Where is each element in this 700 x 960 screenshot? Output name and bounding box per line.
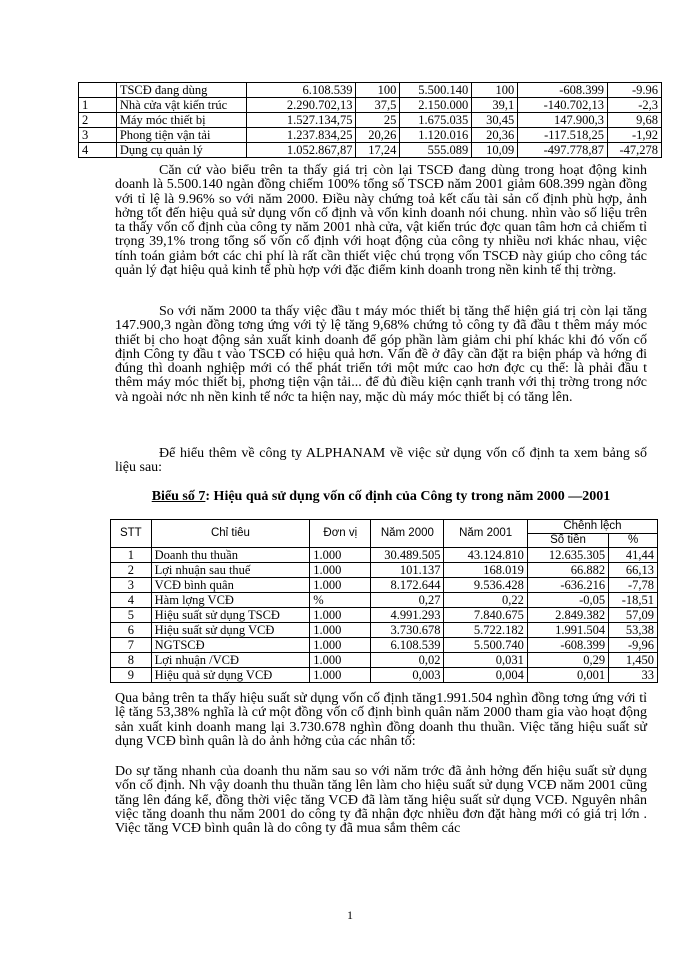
table-cell-unit: 1.000 — [310, 623, 371, 638]
table-cell-amount: 1.991.504 — [527, 623, 608, 638]
table-cell-y2000: 30.489.505 — [371, 548, 444, 563]
table-cell-pct: -1,92 — [608, 128, 662, 143]
table-row — [111, 548, 658, 563]
table-cell-unit: 1.000 — [310, 668, 371, 683]
table-cell-v2: 555.089 — [400, 143, 472, 158]
table-cell-amount: -608.399 — [527, 638, 608, 653]
table-cell-y2001: 168.019 — [444, 563, 527, 578]
table-cell-y2001: 7.840.675 — [444, 608, 527, 623]
table-cell-amount: 12.635.305 — [527, 548, 608, 563]
table-cell-pct: 9,68 — [608, 113, 662, 128]
fixed-assets-table — [78, 82, 662, 158]
table-cell-stt: 3 — [111, 578, 152, 593]
table-cell-y2000: 0,003 — [371, 668, 444, 683]
table-row — [111, 623, 658, 638]
table-cell-name: Hiệu suất sử dụng VCĐ — [151, 623, 310, 638]
header-difference: Chênh lệch — [527, 520, 657, 534]
header-year-2001: Năm 2001 — [444, 520, 527, 548]
table-cell-y2000: 4.991.293 — [371, 608, 444, 623]
header-indicator: Chỉ tiêu — [151, 520, 310, 548]
table-row — [111, 638, 658, 653]
table-cell-pct: -9.96 — [608, 83, 662, 98]
table-row — [79, 83, 662, 98]
caption-label: Biểu số 7 — [151, 489, 206, 504]
table-cell-v2: 1.675.035 — [400, 113, 472, 128]
table-cell-diff: -608.399 — [518, 83, 608, 98]
table-row — [79, 128, 662, 143]
table-cell-name: Hàm lợng VCĐ — [151, 593, 310, 608]
table-cell-diff: -140.702,13 — [518, 98, 608, 113]
table-caption — [115, 490, 647, 504]
table-cell-stt: 1 — [111, 548, 152, 563]
table-cell-p2: 100 — [472, 83, 518, 98]
table-cell-v1: 1.237.834,25 — [246, 128, 356, 143]
table-cell-stt: 8 — [111, 653, 152, 668]
table-cell-name: Hiệu suất sử dụng TSCĐ — [151, 608, 310, 623]
table-cell-pct: -47,278 — [608, 143, 662, 158]
table-cell-y2001: 43.124.810 — [444, 548, 527, 563]
table-cell-p1: 37,5 — [356, 98, 400, 113]
table-cell-unit: 1.000 — [310, 563, 371, 578]
table-cell-stt: 9 — [111, 668, 152, 683]
table-cell-y2001: 0,22 — [444, 593, 527, 608]
table-cell-name: Doanh thu thuần — [151, 548, 310, 563]
caption-title: : Hiệu quả sử dụng vốn cố định của Công ty trong năm 2000 —2001 — [205, 489, 611, 504]
table-cell-amount: 2.849.382 — [527, 608, 608, 623]
table-cell-pct: 41,44 — [609, 548, 658, 563]
table-cell-v2: 5.500.140 — [400, 83, 472, 98]
header-unit: Đơn vị — [310, 520, 371, 548]
table-cell-y2000: 3.730.678 — [371, 623, 444, 638]
table-cell-pct: -2,3 — [608, 98, 662, 113]
table-cell-pct: 33 — [609, 668, 658, 683]
table-cell-pct: 57,09 — [609, 608, 658, 623]
table-row — [79, 143, 662, 158]
header-percent: % — [609, 534, 658, 548]
table-cell-y2001: 0,004 — [444, 668, 527, 683]
table-cell-name: NGTSCĐ — [151, 638, 310, 653]
table-cell-y2001: 5.500.740 — [444, 638, 527, 653]
table-cell-unit: 1.000 — [310, 578, 371, 593]
table-cell-diff: 147.900,3 — [518, 113, 608, 128]
table-cell-pct: 1,450 — [609, 653, 658, 668]
table-row — [79, 113, 662, 128]
table-cell-stt: 3 — [79, 128, 117, 143]
table-header-row — [111, 520, 658, 534]
table-cell-p1: 17,24 — [356, 143, 400, 158]
table-cell-amount: -0,05 — [527, 593, 608, 608]
table-cell-name: Phong tiện vận tải — [116, 128, 246, 143]
table-cell-v2: 2.150.000 — [400, 98, 472, 113]
table-cell-name: TSCĐ đang dùng — [116, 83, 246, 98]
table-cell-y2000: 0,27 — [371, 593, 444, 608]
table-cell-stt: 2 — [79, 113, 117, 128]
page-number: 1 — [347, 908, 353, 922]
table-cell-p2: 39,1 — [472, 98, 518, 113]
table-cell-name: VCĐ bình quân — [151, 578, 310, 593]
table-cell-amount: 66.882 — [527, 563, 608, 578]
table-cell-y2001: 0,031 — [444, 653, 527, 668]
paragraph-efficiency-summary: Qua bảng trên ta thấy hiệu suất sử dụng vốn cố định tăng1.991.504 nghìn đồng tơng ứng với tỉ lệ tăng 53,38% nghĩa là cứ một đồng vốn cố định bình quân năm 2000 tham gia vào hoạt động sản xuất kinh doanh mang lại 3.730.678 nghìn đồng doanh thu thuần. Việc tăng hiệu suất sử dụng VCĐ bình quân là do ảnh hởng của các nhân tố: — [115, 691, 647, 749]
table-cell-v1: 1.527.134,75 — [246, 113, 356, 128]
paragraph-investment-comparison: So với năm 2000 ta thấy việc đầu t máy móc thiết bị tăng thể hiện giá trị còn lại tăng 147.900,3 ngàn đồng tơng ứng với tỷ lệ tăng 9,68% chứng tỏ công ty đã đầu t thêm máy móc thiết bị cho hoạt động sản xuất kinh doanh để góp phần làm giảm chi phí khác khi đó vốn cố định Công ty đầu t vào TSCĐ có hiệu quả hơn. Vấn đề ở đây cần đặt ra biện pháp và hớng đi đúng thì doanh nghiệp mới có thể phát triển tới một mức cao hơn đợc cụ thể: là phải đầu t thêm máy móc thiết bị, phơng tiện vận tải... để đủ điều kiện cạnh tranh với thị trờng trong nớc và ngoài nớc nh nền kinh tế nớc ta hiện nay, mặc dù máy móc thiết bị có tăng lên. — [115, 304, 647, 405]
table-cell-v1: 1.052.867,87 — [246, 143, 356, 158]
table-cell-p2: 20,36 — [472, 128, 518, 143]
table-cell-y2001: 5.722.182 — [444, 623, 527, 638]
table-cell-stt: 4 — [111, 593, 152, 608]
table-cell-unit: 1.000 — [310, 548, 371, 563]
table-row — [111, 563, 658, 578]
table-cell-p2: 10,09 — [472, 143, 518, 158]
table-cell-pct: 66,13 — [609, 563, 658, 578]
table-cell-pct: -7,78 — [609, 578, 658, 593]
table-row — [111, 653, 658, 668]
header-amount: Số tiền — [527, 534, 608, 548]
table-cell-unit: 1.000 — [310, 608, 371, 623]
table-cell-name: Máy móc thiết bị — [116, 113, 246, 128]
table-cell-stt: 1 — [79, 98, 117, 113]
table-cell-unit: 1.000 — [310, 638, 371, 653]
table-cell-name: Dụng cụ quản lý — [116, 143, 246, 158]
table-cell-name: Nhà cửa vật kiến trúc — [116, 98, 246, 113]
table-row — [111, 593, 658, 608]
table-cell-p1: 25 — [356, 113, 400, 128]
table-cell-name: Lợi nhuận /VCĐ — [151, 653, 310, 668]
paragraph-revenue-factors: Do sự tăng nhanh của doanh thu năm sau so với năm trớc đã ảnh hởng đến hiệu suất sử dụng vốn cố định. Nh vậy doanh thu thuần tăng lên làm cho hiệu suất sử dụng VCĐ năm 2001 cũng tăng lên đáng kể, đồng thời việc tăng VCĐ đã làm tăng hiệu suất sử dụng VCĐ. Nguyên nhân việc tăng doanh thu năm 2001 do công ty đã nhận đợc nhiều đơn đặt hàng mới có giá trị lớn . Việc tăng VCĐ bình quân là do công ty đã mua sắm thêm các — [115, 764, 647, 837]
table-cell-p1: 20,26 — [356, 128, 400, 143]
table-cell-stt: 5 — [111, 608, 152, 623]
table-cell-pct: 53,38 — [609, 623, 658, 638]
table-cell-unit: % — [310, 593, 371, 608]
table-row — [111, 608, 658, 623]
table-cell-y2000: 101.137 — [371, 563, 444, 578]
table-cell-p1: 100 — [356, 83, 400, 98]
table-cell-name: Hiệu quả sử dụng VCĐ — [151, 668, 310, 683]
header-year-2000: Năm 2000 — [371, 520, 444, 548]
table-cell-stt: 6 — [111, 623, 152, 638]
table-row — [111, 668, 658, 683]
table-cell-diff: -497.778,87 — [518, 143, 608, 158]
table-row — [79, 98, 662, 113]
paragraph-intro-table: Để hiểu thêm về công ty ALPHANAM về việc sử dụng vốn cố định ta xem bảng số liệu sau: — [115, 446, 647, 476]
capital-efficiency-table — [110, 519, 658, 683]
table-cell-amount: -636.216 — [527, 578, 608, 593]
table-cell-pct: -18,51 — [609, 593, 658, 608]
table-cell-y2000: 0,02 — [371, 653, 444, 668]
table-cell-y2000: 6.108.539 — [371, 638, 444, 653]
table-cell-y2001: 9.536.428 — [444, 578, 527, 593]
table-cell-stt: 2 — [111, 563, 152, 578]
table-cell-name: Lợi nhuận sau thuế — [151, 563, 310, 578]
table-cell-p2: 30,45 — [472, 113, 518, 128]
table-cell-stt: 4 — [79, 143, 117, 158]
table-cell-amount: 0,001 — [527, 668, 608, 683]
table-cell-y2000: 8.172.644 — [371, 578, 444, 593]
table-cell-stt — [79, 83, 117, 98]
table-cell-v1: 2.290.702,13 — [246, 98, 356, 113]
table-cell-pct: -9,96 — [609, 638, 658, 653]
table-cell-v1: 6.108.539 — [246, 83, 356, 98]
table-cell-v2: 1.120.016 — [400, 128, 472, 143]
table-cell-amount: 0,29 — [527, 653, 608, 668]
table-cell-diff: -117.518,25 — [518, 128, 608, 143]
header-stt: STT — [111, 520, 152, 548]
paragraph-asset-analysis: Căn cứ vào biểu trên ta thấy giá trị còn lại TSCĐ đang dùng trong hoạt động kinh doanh là 5.500.140 ngàn đồng chiếm 100% tổng số TSCĐ năm 2001 giảm 608.399 ngàn đồng với tỉ lệ là 9.96% so với năm 2000. Điều này chứng toả kết cấu tài sản cố định phù hợp, ảnh hởng tốt đến hiệu quả sử dụng vốn cố định và vốn kinh doanh nói chung. nhìn vào số liệu trên ta thấy vốn cố định của công ty năm 2001 nhà cửa, vật kiến trúc đợc quan tâm hơn cả chiếm tỉ trọng 39,1% trong tổng số vốn cố định với hoạt động của công ty nhiều nơi khác nhau, việc tính toán giảm bớt các chi phí là rất cần thiết việc chú trọng vốn TSCĐ này giúp cho công tác quản lý đạt hiệu quả kinh tế phù hợp với đặc điểm kinh doanh trong nền kinh tế thị trờng. — [115, 163, 647, 279]
table-cell-unit: 1.000 — [310, 653, 371, 668]
table-row — [111, 578, 658, 593]
table-cell-stt: 7 — [111, 638, 152, 653]
